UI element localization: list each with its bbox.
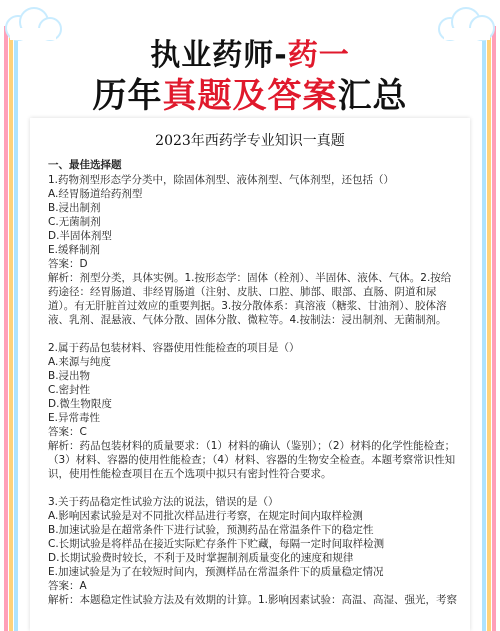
option-c: C.长期试验是将样品在接近实际贮存条件下贮藏，每隔一定时间取样检测 — [48, 538, 385, 550]
question-stem: 2.属于药品包装材料、容器使用性能检查的项目是（） — [48, 342, 300, 354]
title-line-1-prefix: 执业药师- — [150, 38, 288, 73]
title-line-2-accent: 真题及答案 — [162, 76, 338, 116]
option-d: D.长期试验费时较长，不利于及时掌握制剂质量变化的速度和规律 — [48, 552, 354, 564]
title-line-1-accent: 药一 — [287, 38, 350, 73]
title-line-2-prefix: 历年 — [92, 76, 163, 116]
option-b: B.浸出物 — [48, 370, 91, 382]
border-stripe-yellow-right — [487, 26, 491, 631]
border-stripe-pink-right — [492, 26, 496, 631]
option-e: E.异常毒性 — [48, 412, 100, 424]
answer: 答案：C — [48, 426, 87, 438]
border-stripe-yellow-left — [9, 26, 13, 631]
option-e: E.缓释制剂 — [48, 244, 100, 256]
option-b: B.浸出制剂 — [48, 202, 101, 214]
option-d: D.微生物限度 — [48, 398, 112, 410]
border-stripe-blue-left — [14, 26, 18, 631]
question-3 — [48, 495, 460, 607]
answer: 答案：D — [48, 258, 88, 270]
option-c: C.无菌制剂 — [48, 216, 101, 228]
option-d: D.半固体剂型 — [48, 230, 112, 242]
border-stripe-pink-left — [4, 26, 8, 631]
title-line-1 — [0, 38, 500, 74]
page-header — [0, 38, 500, 116]
document-heading: 2023年西药学专业知识一真题 — [155, 133, 345, 149]
question-stem: 3.关于药品稳定性试验方法的说法，错误的是（） — [48, 496, 279, 508]
question-1 — [48, 173, 460, 327]
document-page — [30, 118, 470, 631]
title-line-2-suffix: 汇总 — [337, 76, 408, 116]
border-stripe-blue-right — [482, 26, 486, 631]
title-line-2 — [0, 76, 500, 116]
question-stem: 1.药物剂型形态学分类中，除固体剂型、液体剂型、气体剂型，还包括（） — [48, 174, 395, 186]
question-2 — [48, 341, 460, 481]
option-a: A.经胃肠道给药剂型 — [48, 188, 143, 200]
answer: 答案：A — [48, 580, 87, 592]
option-c: C.密封性 — [48, 384, 91, 396]
option-b: B.加速试验是在超常条件下进行试验，预测药品在常温条件下的稳定性 — [48, 524, 374, 536]
option-e: E.加速试验是为了在较短时间内，预测样品在常温条件下的质量稳定情况 — [48, 566, 384, 578]
section-title: 一、最佳选择题 — [48, 159, 122, 171]
document-content — [30, 158, 470, 607]
analysis: 解析：剂型分类，具体实例。1.按形态学：固体（栓剂）、半固体、液体、气体。2.按给药途径：经胃肠道、非经胃肠道（注射、皮肤、口腔、肺部、眼部、直肠、阴道和尿道）。有无肝脏首过效应的重要判据。3.按分散体系：真溶液（糖浆、甘油剂）、胶体溶液、乳剂、混悬液、气体分散、固体分散、微粒等。4.按制法：浸出制剂、无菌制剂。 — [48, 272, 452, 326]
analysis: 解析：药品包装材料的质量要求：（1）材料的确认（鉴别）；（2）材料的化学性能检查；（3）材料、容器的使用性能检查；（4）材料、容器的生物安全检查。本题考察常识性知识，使用性能检查项目在五个选项中拟只有密封性符合要求。 — [48, 440, 456, 480]
option-a: A.来源与纯度 — [48, 356, 111, 368]
option-a: A.影响因素试验是对不同批次样品进行考察，在规定时间内取样检测 — [48, 510, 363, 522]
analysis: 解析：本题稳定性试验方法及有效期的计算。1.影响因素试验：高温、高湿、强光，考察 — [48, 594, 458, 606]
